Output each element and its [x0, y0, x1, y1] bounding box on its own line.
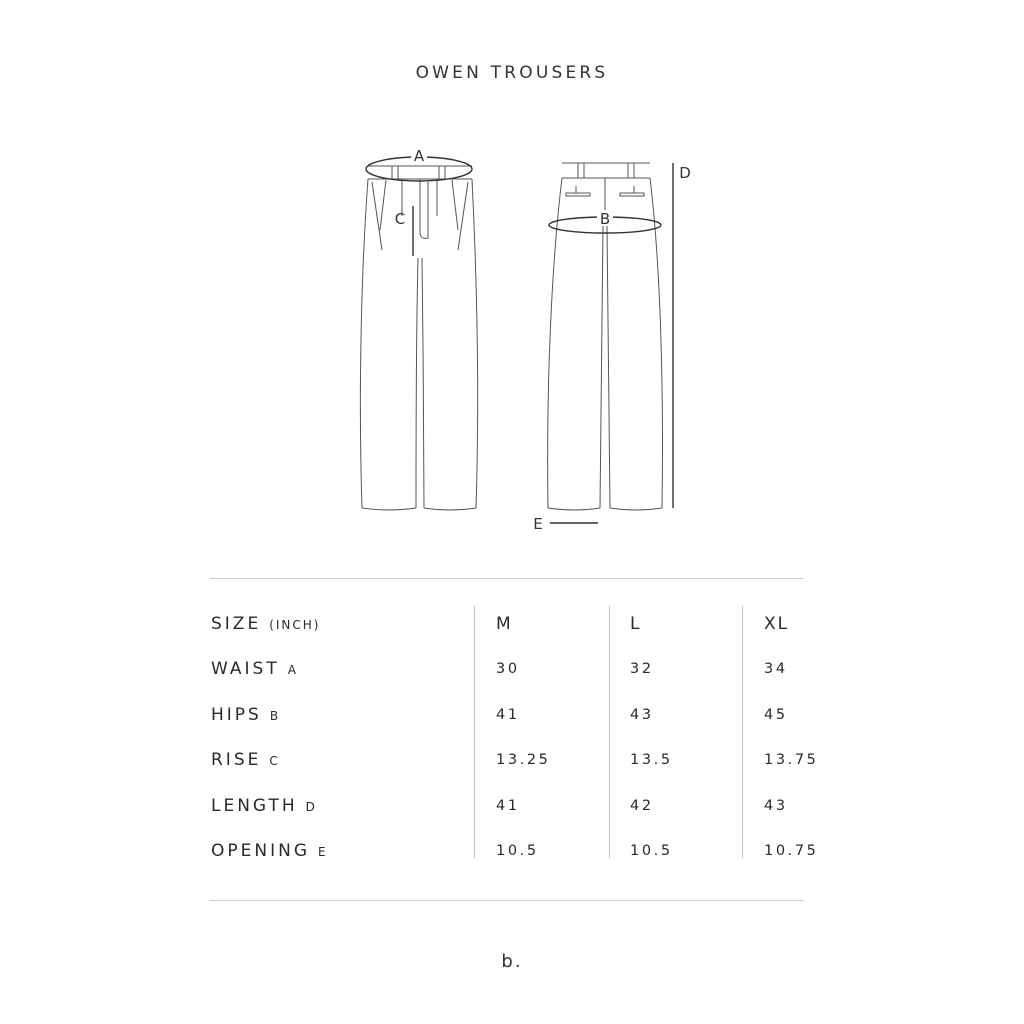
size-header: SIZE (INCH)	[211, 614, 321, 634]
row-label-opening: OPENING E	[211, 841, 328, 861]
table-cell: 42	[630, 798, 654, 814]
label-a: A	[413, 147, 425, 165]
table-cell: 34	[764, 661, 788, 677]
label-c: C	[394, 210, 406, 228]
table-cell: 13.25	[496, 752, 551, 768]
table-cell: 10.5	[630, 843, 673, 859]
row-label-length: LENGTH D	[211, 796, 317, 816]
table-cell: 10.75	[764, 843, 819, 859]
size-xl-header: XL	[764, 614, 790, 634]
table-cell: 13.75	[764, 752, 819, 768]
label-e: E	[533, 515, 543, 533]
column-divider	[474, 606, 475, 858]
row-label-rise: RISE C	[211, 750, 280, 770]
brand-logo: b.	[501, 951, 523, 972]
measurement-marks	[366, 157, 673, 523]
row-label-hips: HIPS B	[211, 705, 281, 725]
table-bottom-rule	[210, 900, 804, 901]
front-trousers-drawing	[360, 166, 477, 510]
product-title: OWEN TROUSERS	[415, 63, 609, 83]
table-cell: 32	[630, 661, 654, 677]
table-cell: 43	[764, 798, 788, 814]
table-cell: 43	[630, 707, 654, 723]
column-divider	[609, 606, 610, 858]
table-top-rule	[210, 578, 804, 579]
row-label-waist: WAIST A	[211, 659, 298, 679]
table-cell: 13.5	[630, 752, 673, 768]
table-cell: 45	[764, 707, 788, 723]
table-cell: 41	[496, 707, 520, 723]
column-divider	[742, 606, 743, 858]
table-cell: 30	[496, 661, 520, 677]
size-m-header: M	[496, 614, 513, 634]
size-l-header: L	[630, 614, 642, 634]
table-cell: 10.5	[496, 843, 539, 859]
table-cell: 41	[496, 798, 520, 814]
label-b: B	[599, 210, 611, 228]
label-d: D	[679, 164, 691, 182]
